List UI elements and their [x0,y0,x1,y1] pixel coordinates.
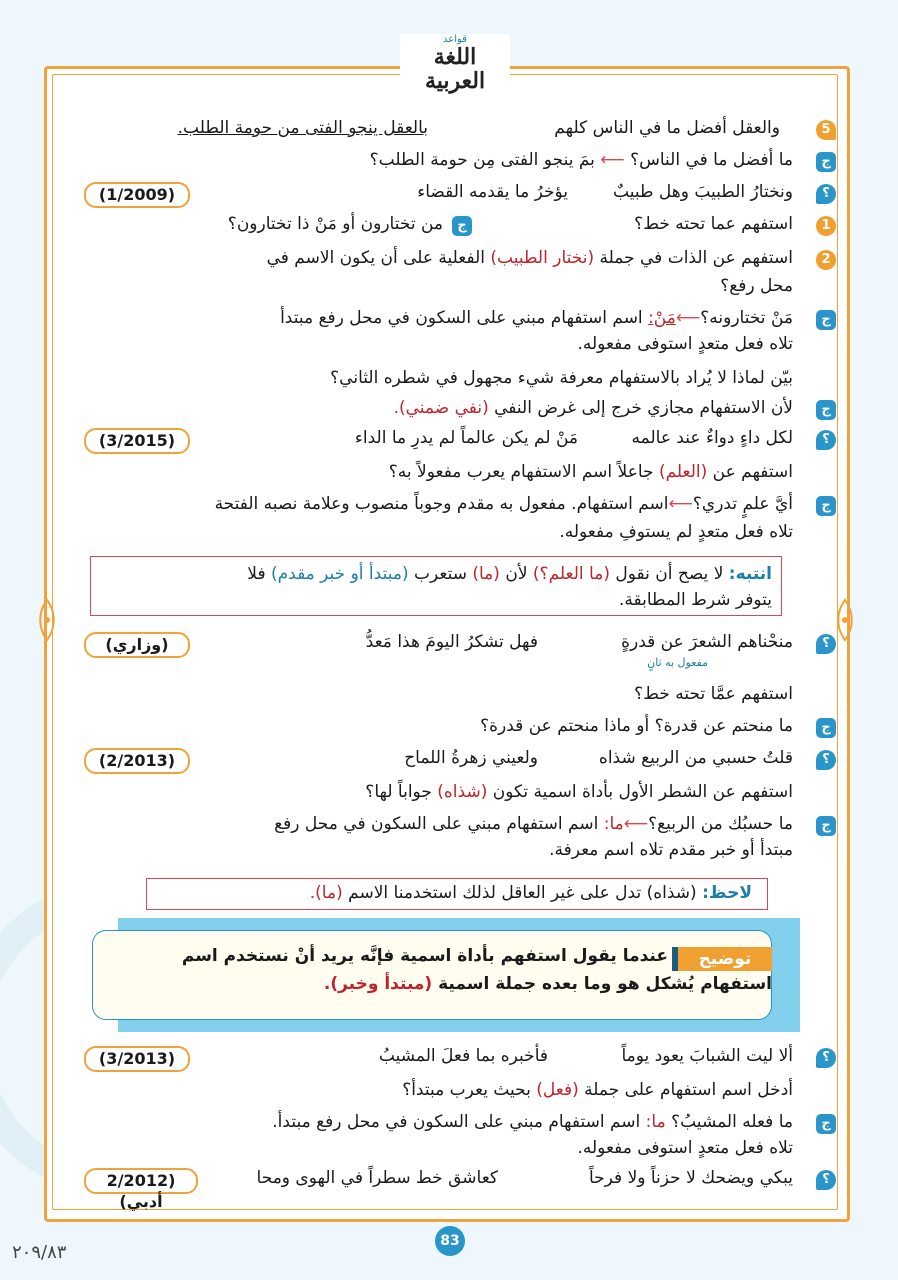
answer-line: ما منحتم عن قدرة؟ أو ماذا منحتم عن قدرة؟ [480,716,793,736]
year-badge: (3/2015) [84,428,190,454]
verse-first-half: منحْناهم الشعرَ عن قدرةٍ [621,632,793,652]
note-text-cont: يتوفر شرط المطابقة. [618,590,772,610]
answer-line: لأن الاستفهام مجازي خرج إلى غرض النفي (نفي ضمني). [393,398,793,418]
answer-line-cont: تلاه فعل متعدٍ لم يستوفِ مفعوله. [559,522,793,542]
verse-first-half: ونختارُ الطبيبَ وهل طبيبٌ [613,182,793,202]
sub-question-marker-2: 2 [816,250,836,270]
verse-second-half: يؤخرُ ما يقدمه القضاء [417,182,568,202]
answer-marker: ج [816,310,836,330]
answer-marker: ج [816,400,836,420]
answer-line: ما حسبُك من الربيع؟⟵ما: اسم استفهام مبني على السكون في محل رفع [274,814,793,834]
explanation-tag: توضيح [672,947,772,971]
header-logo [400,34,510,94]
sub-question-marker-1: 1 [816,216,836,236]
answer-line: ما فعله المشيبُ؟ ما: اسم استفهام مبني على السكون في محل رفع مبتدأ. [272,1112,793,1132]
verse-second-half: مَنْ لم يكن عالماً لم يدرِ ما الداء [354,428,578,448]
question-line: استفهم عما تحته خط؟ [634,214,793,234]
answer-marker: ج [816,816,836,836]
answer-marker: ج [452,216,472,236]
note-text: انتبه: لا يصح أن نقول (ما العلم؟) لأن (ما) ستعرب (مبتدأ أو خبر مقدم) فلا [247,564,772,584]
answer-line-cont: مبتدأ أو خبر مقدم تلاه اسم معرفة. [549,840,793,860]
answer-marker: ج [816,152,836,172]
answer-marker: ج [816,496,836,516]
note-text: لاحظ: (شذاه) تدل على غير العاقل لذلك استخدمنا الاسم (ما). [309,883,752,903]
question-marker: ؟ [816,750,836,770]
year-badge: (2/2012 أدبي) [84,1168,198,1194]
answer-marker: ج [816,1114,836,1134]
question-line: استفهم عن الذات في جملة (نختار الطبيب) الفعلية على أن يكون الاسم في [266,248,793,268]
answer-line: ما أفضل ما في الناس؟ ⟵ بمَ ينجو الفتى مِن حومة الطلب؟ [369,150,793,170]
answer-line-cont: تلاه فعل متعدٍ استوفى مفعوله. [577,334,793,354]
year-badge: (2/2013) [84,748,190,774]
answer-line: أيَّ علمٍ تدري؟⟵اسم استفهام. مفعول به مقدم وجوباً منصوب وعلامة نصبه الفتحة [214,494,793,514]
verse-second-half: كعاشق خط سطراً في الهوى ومحا [256,1168,498,1188]
answer-marker: ج [816,718,836,738]
question-line-cont: محل رفع؟ [720,276,793,296]
answer-line-cont: تلاه فعل متعدٍ استوفى مفعوله. [577,1138,793,1158]
answer-text: من تختارون أو مَنْ ذا تختارون؟ [227,214,443,234]
year-badge: (وزاري) [84,632,190,658]
footer-number: ٢٠٩/٨٣ [12,1242,67,1263]
verse-second-half: ولعيني زهرةُ اللماح [404,748,538,768]
question-marker: ؟ [816,430,836,450]
right-ornament-icon [834,598,856,642]
verse-first-half: يبكي ويضحك لا حزناً ولا فرحاً [588,1168,793,1188]
left-ornament-icon [36,598,58,642]
explanation-line-cont: استفهام يُشكل هو وما بعده جملة اسمية (مبتدأ وخبر). [323,974,772,994]
question-line: استفهم عن (العلم) جاعلاً اسم الاستفهام يعرب مفعولاً به؟ [388,462,793,482]
question-marker: ؟ [816,1170,836,1190]
page-number: 83 [435,1226,465,1256]
question-line: أدخل اسم استفهام على جملة (فعل) بحيث يعرب مبتدأ؟ [402,1080,793,1100]
logo-small-text: قواعد [443,34,467,45]
verse-first-half: لكل داءٍ دواءٌ عند عالمه [631,428,793,448]
year-badge: (3/2013) [84,1046,190,1072]
explanation-line: عندما يقول استفهم بأداة اسمية فإنَّه يريد أنْ نستخدم اسم [181,946,668,966]
question-marker: ؟ [816,634,836,654]
question-line: استفهم عن الشطر الأول بأداة اسمية تكون (شذاه) جواباً لها؟ [365,782,793,802]
question-marker-5: 5 [816,120,836,140]
verse-first-half: ألا ليت الشبابَ يعود يوماً [621,1046,793,1066]
question-marker: ؟ [816,1048,836,1068]
verse-second-half: فأخبره بما فعلَ المشيبُ [378,1046,548,1066]
verse-first-half: والعقل أفضل ما في الناس كلهم [554,118,780,138]
year-badge: (1/2009) [84,182,190,208]
question-line: استفهم عمَّا تحته خط؟ [634,684,793,704]
verse-second-half: بالعقل ينجو الفتى من حومة الطلب. [177,118,428,138]
verse-second-half: فهل تشكرُ اليومَ هذا مَعدُّ [365,632,538,652]
verse-first-half: قلتُ حسبي من الربيع شذاه [598,748,793,768]
question-line: بيّن لماذا لا يُراد بالاستفهام معرفة شيء مجهول في شطره الثاني؟ [330,368,793,388]
answer-line: مَنْ تختارونه؟⟵مَنْ: اسم استفهام مبني على السكون في محل رفع مبتدأ [280,308,793,328]
question-marker: ؟ [816,184,836,204]
grammar-hint: مفعول به ثانٍ [647,656,708,669]
logo-title: اللغة العربية [424,44,486,94]
